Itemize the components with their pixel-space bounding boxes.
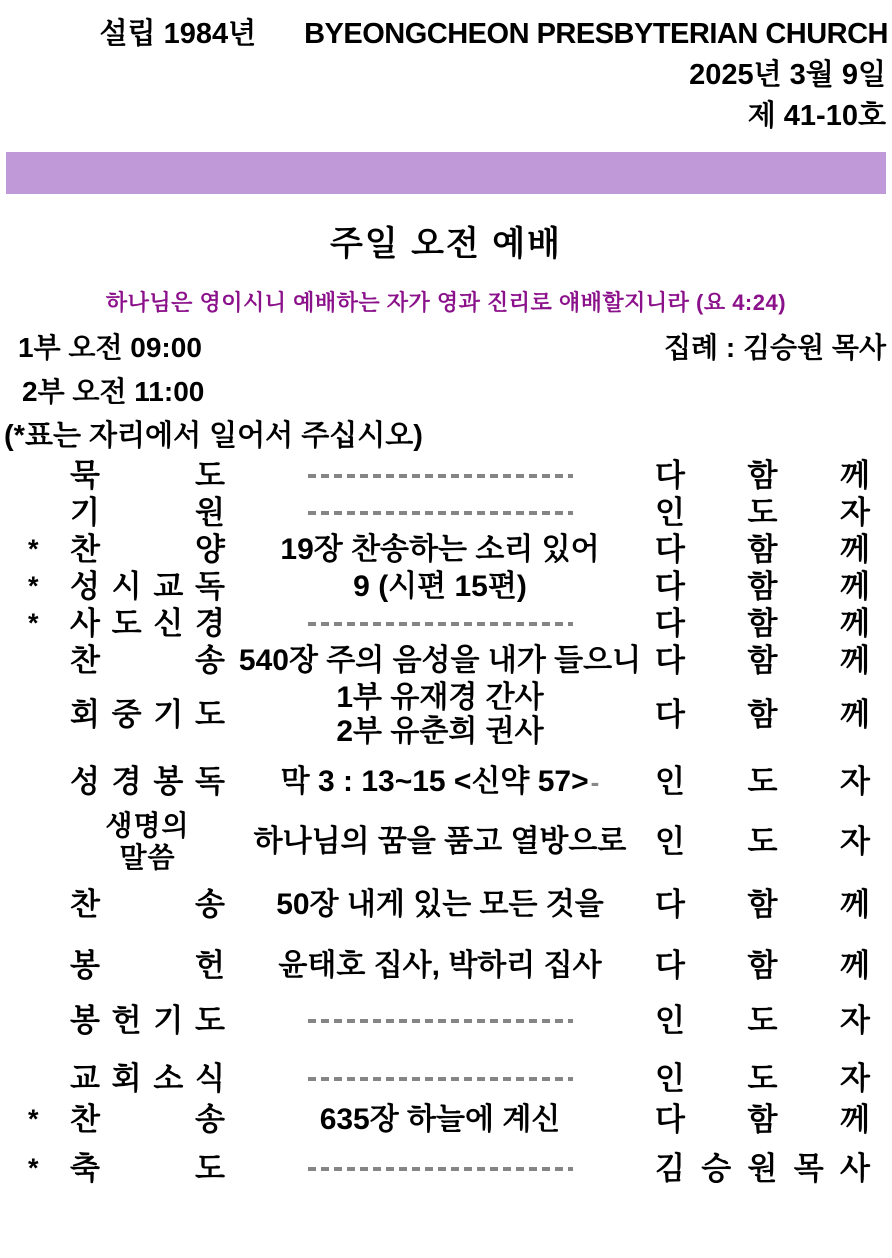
program-row bbox=[0, 531, 892, 568]
program-row bbox=[0, 810, 892, 874]
service-title: 주일 오전 예배 bbox=[330, 225, 562, 263]
program-row bbox=[0, 1150, 892, 1187]
order-of-worship-list bbox=[0, 457, 892, 1187]
label-char: 경 bbox=[111, 763, 142, 799]
program-item-label-line bbox=[70, 948, 225, 984]
label-char: 봉 bbox=[70, 1002, 100, 1038]
program-item-attendee bbox=[655, 495, 870, 531]
label-char: 소 bbox=[153, 1060, 184, 1096]
attendee-char: 함 bbox=[747, 947, 778, 983]
attendee-char: 함 bbox=[747, 642, 778, 678]
label-char: 찬 bbox=[70, 1101, 100, 1137]
dashed-line bbox=[308, 1167, 573, 1171]
stand-asterisk: * bbox=[28, 534, 39, 564]
label-char: 교 bbox=[153, 568, 184, 604]
program-item-label bbox=[70, 495, 225, 531]
label-char: 회 bbox=[111, 1060, 142, 1096]
program-row bbox=[0, 1101, 892, 1138]
content-line: 막 3 : 13~15 <신약 57>- bbox=[280, 764, 600, 798]
program-item-label bbox=[70, 606, 225, 642]
program-item-label-line bbox=[70, 1003, 225, 1039]
attendee-char: 함 bbox=[747, 605, 778, 641]
label-char: 기 bbox=[70, 494, 100, 530]
content-line: 9 (시편 15편) bbox=[353, 569, 527, 603]
attendee-char: 께 bbox=[840, 1101, 870, 1137]
label-char: 신 bbox=[153, 605, 184, 641]
program-item-label bbox=[70, 1151, 225, 1187]
attendee-char: 도 bbox=[747, 763, 778, 799]
label-char: 도 bbox=[195, 1150, 225, 1186]
program-item-label bbox=[70, 458, 225, 494]
program-row bbox=[0, 886, 892, 923]
label-char: 도 bbox=[195, 1002, 225, 1038]
content-line: 2부 유춘희 권사 bbox=[336, 715, 544, 748]
attendee-char: 함 bbox=[747, 568, 778, 604]
program-row bbox=[0, 681, 892, 749]
label-char: 봉 bbox=[70, 947, 100, 983]
attendee-char: 께 bbox=[840, 531, 870, 567]
established-year: 설립 1984년 bbox=[99, 18, 257, 50]
label-char: 찬 bbox=[70, 531, 100, 567]
label-char: 시 bbox=[111, 568, 142, 604]
label-char: 축 bbox=[70, 1150, 100, 1186]
program-item-label-line bbox=[70, 495, 225, 531]
program-row bbox=[0, 568, 892, 605]
attendee-char: 께 bbox=[840, 697, 870, 732]
dashed-line bbox=[308, 1077, 573, 1081]
attendee-char: 함 bbox=[747, 697, 778, 732]
program-item-content bbox=[225, 1103, 655, 1137]
attendee-char: 다 bbox=[655, 568, 685, 604]
program-item-label-line: 말씀 bbox=[119, 842, 176, 873]
purple-banner bbox=[6, 152, 886, 194]
label-char: 송 bbox=[195, 886, 225, 922]
program-item-label bbox=[70, 697, 225, 733]
program-item-label-line: 생명의 bbox=[105, 810, 190, 841]
program-row bbox=[0, 605, 892, 642]
bulletin-date: 2025년 3월 9일 bbox=[689, 59, 886, 91]
label-char: 봉 bbox=[153, 763, 184, 799]
attendee-char: 자 bbox=[840, 824, 870, 859]
label-char: 송 bbox=[195, 642, 225, 678]
label-char: 성 bbox=[70, 568, 100, 604]
attendee-char: 다 bbox=[655, 1101, 685, 1137]
program-item-content bbox=[225, 765, 655, 799]
label-char: 헌 bbox=[111, 1002, 142, 1038]
program-item-content bbox=[225, 474, 655, 478]
program-row bbox=[0, 1002, 892, 1039]
officiant: 집례 : 김승원 목사 bbox=[664, 332, 886, 363]
attendee-char: 께 bbox=[840, 568, 870, 604]
program-item-label bbox=[70, 887, 225, 923]
stand-asterisk: * bbox=[28, 571, 39, 601]
program-item-label-line bbox=[70, 1061, 225, 1097]
label-char: 교 bbox=[70, 1060, 100, 1096]
program-row bbox=[0, 642, 892, 679]
attendee-char: 자 bbox=[840, 1060, 870, 1096]
attendee-char: 다 bbox=[655, 697, 685, 732]
program-item-content bbox=[225, 1019, 655, 1023]
label-char: 양 bbox=[195, 531, 225, 567]
program-item-label bbox=[70, 643, 225, 679]
bulletin-header bbox=[0, 0, 892, 137]
program-item-label-line bbox=[70, 643, 225, 679]
attendee-char: 인 bbox=[655, 824, 685, 859]
attendee-char: 목 bbox=[793, 1150, 824, 1186]
issue-number: 제 41-10호 bbox=[747, 100, 886, 132]
program-item-attendee bbox=[655, 1151, 870, 1187]
program-item-label-line bbox=[70, 887, 225, 923]
program-item-content bbox=[225, 622, 655, 626]
program-item-attendee bbox=[655, 948, 870, 984]
program-item-label-line bbox=[70, 532, 225, 568]
program-item-attendee bbox=[655, 532, 870, 568]
label-char: 회 bbox=[70, 697, 100, 732]
label-char: 독 bbox=[195, 763, 225, 799]
trailing-dash: - bbox=[590, 766, 600, 797]
dashed-line bbox=[308, 1019, 573, 1023]
attendee-char: 인 bbox=[655, 494, 685, 530]
church-name: BYEONGCHEON PRESBYTERIAN CHURCH bbox=[304, 18, 888, 50]
label-char: 도 bbox=[195, 697, 225, 732]
label-char: 경 bbox=[195, 605, 225, 641]
program-item-label bbox=[70, 810, 225, 874]
attendee-char: 인 bbox=[655, 1002, 685, 1038]
label-char: 기 bbox=[153, 1002, 184, 1038]
program-item-content bbox=[225, 533, 655, 567]
program-item-content bbox=[225, 681, 655, 749]
attendee-char: 도 bbox=[747, 824, 778, 859]
part1-time: 1부 오전 09:00 bbox=[18, 332, 202, 363]
program-item-content bbox=[225, 1077, 655, 1081]
attendee-char: 께 bbox=[840, 457, 870, 493]
content-line: 1부 유재경 간사 bbox=[336, 681, 544, 714]
label-char: 도 bbox=[195, 457, 225, 493]
attendee-char: 김 bbox=[655, 1150, 685, 1186]
program-item-label-line bbox=[70, 569, 225, 605]
scripture-verse: 하나님은 영이시니 예배하는 자가 영과 진리로 얘배할지니라 (요 4:24) bbox=[105, 290, 787, 315]
attendee-char: 원 bbox=[747, 1150, 778, 1186]
attendee-char: 께 bbox=[840, 642, 870, 678]
attendee-char: 도 bbox=[747, 1060, 778, 1096]
label-char: 송 bbox=[195, 1101, 225, 1137]
label-char: 원 bbox=[195, 494, 225, 530]
attendee-char: 다 bbox=[655, 947, 685, 983]
attendee-char: 도 bbox=[747, 1002, 778, 1038]
dashed-line bbox=[308, 622, 573, 626]
label-char: 묵 bbox=[70, 457, 100, 493]
program-item-label bbox=[70, 1003, 225, 1039]
content-line: 540장 주의 음성을 내가 들으니 bbox=[238, 643, 642, 677]
program-row bbox=[0, 763, 892, 800]
program-item-attendee bbox=[655, 764, 870, 800]
content-line: 하나님의 꿈을 품고 열방으로 bbox=[253, 825, 627, 858]
program-item-label-line bbox=[70, 458, 225, 494]
program-row bbox=[0, 1060, 892, 1097]
attendee-char: 다 bbox=[655, 531, 685, 567]
program-item-attendee bbox=[655, 1003, 870, 1039]
dashed-line bbox=[308, 474, 573, 478]
attendee-char: 인 bbox=[655, 763, 685, 799]
attendee-char: 다 bbox=[655, 457, 685, 493]
stand-asterisk: * bbox=[28, 608, 39, 638]
label-char: 식 bbox=[195, 1060, 225, 1096]
program-item-label-line bbox=[70, 1151, 225, 1187]
label-char: 헌 bbox=[195, 947, 225, 983]
attendee-char: 도 bbox=[747, 494, 778, 530]
program-item-attendee bbox=[655, 458, 870, 494]
program-item-label bbox=[70, 532, 225, 568]
attendee-char: 인 bbox=[655, 1060, 685, 1096]
stand-asterisk: * bbox=[28, 1104, 39, 1134]
attendee-char: 함 bbox=[747, 886, 778, 922]
label-char: 독 bbox=[195, 568, 225, 604]
program-item-label-line bbox=[70, 764, 225, 800]
program-item-content bbox=[225, 570, 655, 604]
program-item-content bbox=[225, 825, 655, 859]
program-item-label-line bbox=[70, 697, 225, 733]
part2-time: 2부 오전 11:00 bbox=[22, 376, 205, 407]
program-item-label bbox=[70, 1061, 225, 1097]
attendee-char: 께 bbox=[840, 605, 870, 641]
program-item-label bbox=[70, 764, 225, 800]
program-item-content bbox=[225, 511, 655, 515]
program-item-label bbox=[70, 948, 225, 984]
program-item-attendee bbox=[655, 1102, 870, 1138]
program-item-attendee bbox=[655, 824, 870, 860]
program-item-label-line bbox=[70, 1102, 225, 1138]
attendee-char: 자 bbox=[840, 763, 870, 799]
content-line: 19장 찬송하는 소리 있어 bbox=[280, 532, 600, 566]
dashed-line bbox=[308, 511, 573, 515]
attendee-char: 자 bbox=[840, 1002, 870, 1038]
program-item-content bbox=[225, 949, 655, 983]
program-item-content bbox=[225, 888, 655, 922]
stand-asterisk: * bbox=[28, 1153, 39, 1183]
label-char: 기 bbox=[153, 697, 184, 732]
header-line-1 bbox=[0, 14, 892, 55]
attendee-char: 함 bbox=[747, 457, 778, 493]
attendee-char: 승 bbox=[701, 1150, 732, 1186]
label-char: 사 bbox=[70, 605, 100, 641]
program-item-label bbox=[70, 1102, 225, 1138]
program-item-attendee bbox=[655, 643, 870, 679]
program-row bbox=[0, 494, 892, 531]
attendee-char: 께 bbox=[840, 947, 870, 983]
program-item-label-line bbox=[70, 606, 225, 642]
attendee-char: 다 bbox=[655, 642, 685, 678]
attendee-char: 다 bbox=[655, 886, 685, 922]
label-char: 도 bbox=[111, 605, 142, 641]
stand-instruction-note: (*표는 자리에서 일어서 주십시오) bbox=[4, 420, 423, 452]
program-item-label bbox=[70, 569, 225, 605]
attendee-char: 사 bbox=[840, 1150, 870, 1186]
attendee-char: 께 bbox=[840, 886, 870, 922]
attendee-char: 자 bbox=[840, 494, 870, 530]
label-char: 중 bbox=[111, 697, 142, 732]
program-item-attendee bbox=[655, 887, 870, 923]
program-row bbox=[0, 947, 892, 984]
program-item-content bbox=[225, 1167, 655, 1171]
program-item-attendee bbox=[655, 606, 870, 642]
attendee-char: 다 bbox=[655, 605, 685, 641]
program-item-attendee bbox=[655, 569, 870, 605]
content-line: 635장 하늘에 계신 bbox=[319, 1102, 561, 1136]
label-char: 찬 bbox=[70, 642, 100, 678]
schedule-row bbox=[0, 328, 892, 368]
program-item-content bbox=[225, 644, 655, 678]
label-char: 성 bbox=[70, 763, 100, 799]
program-row bbox=[0, 457, 892, 494]
content-line: 50장 내게 있는 모든 것을 bbox=[276, 887, 604, 921]
program-item-attendee bbox=[655, 1061, 870, 1097]
attendee-char: 함 bbox=[747, 531, 778, 567]
content-line: 윤태호 집사, 박하리 집사 bbox=[278, 948, 602, 982]
label-char: 찬 bbox=[70, 886, 100, 922]
program-item-attendee bbox=[655, 697, 870, 733]
attendee-char: 함 bbox=[747, 1101, 778, 1137]
